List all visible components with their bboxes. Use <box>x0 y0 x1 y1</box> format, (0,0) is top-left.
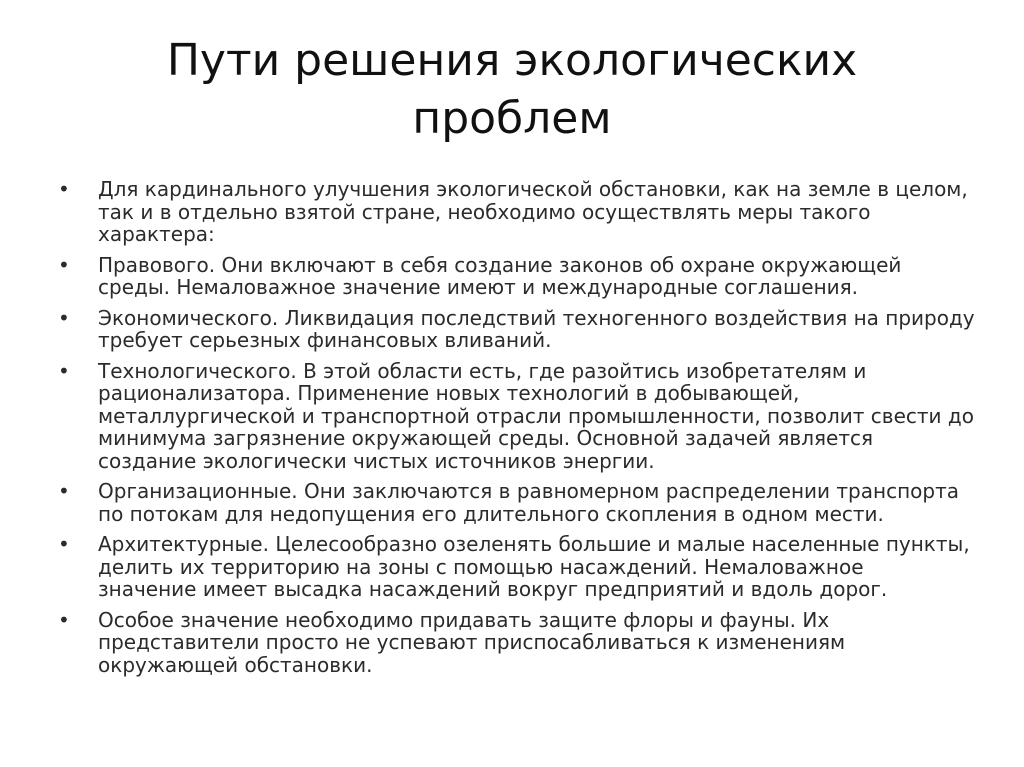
bullet-text-line: Архитектурные. Целесообразно озеленять большие и малые населенные пункты, <box>98 532 970 556</box>
slide-title-line-1: Пути решения экологических <box>166 35 858 86</box>
bullet-item <box>58 360 998 473</box>
bullet-marker: • <box>58 177 70 201</box>
bullet-marker: • <box>58 532 70 556</box>
slide-title <box>60 32 964 148</box>
bullet-marker: • <box>58 305 70 330</box>
bullet-item <box>58 609 998 677</box>
bullet-text-line: Для кардинального улучшения экологической обстановки, как на земле в целом, <box>98 177 968 201</box>
slide-title-line-2: проблем <box>412 93 612 144</box>
bullet-text-line: Особое значение необходимо придавать защите флоры и фауны. Их <box>98 607 830 632</box>
bullet-marker: • <box>58 607 70 632</box>
bullet-list <box>58 178 998 684</box>
bullet-item <box>58 533 998 601</box>
bullet-text-line: создание экологически чистых источников энергии. <box>98 448 655 473</box>
bullet-text-line: делить их территорию на зоны с помощью насаждений. Немаловажное <box>98 554 864 579</box>
bullet-text-line: среды. Немаловажное значение имеют и международные соглашения. <box>98 275 859 299</box>
bullet-text-line: минимума загрязнение окружающей среды. Основной задачей является <box>98 426 874 450</box>
bullet-text-line: Технологического. В этой области есть, где разойтись изобретателям и <box>98 358 867 383</box>
bullet-text-line: Экономического. Ликвидация последствий техногенного воздействия на природу <box>98 305 975 330</box>
bullet-item <box>58 254 998 299</box>
bullet-text-line: представители просто не успевают приспосабливаться к изменениям <box>98 630 846 654</box>
bullet-text-line: Правового. Они включают в себя создание законов об охране окружающей <box>98 252 902 277</box>
bullet-item <box>58 480 998 525</box>
bullet-text-line: характера: <box>98 222 215 246</box>
bullet-text-line: так и в отдельно взятой стране, необходимо осуществлять меры такого <box>98 199 871 224</box>
bullet-text-line: требует серьезных финансовых вливаний. <box>98 328 552 352</box>
bullet-text-line: металлургической и транспортной отрасли промышленности, позволит свести до <box>98 403 974 428</box>
bullet-marker: • <box>58 358 70 383</box>
bullet-text-line: по потокам для недопущения его длительного скопления в одном мести. <box>98 501 884 526</box>
bullet-text-line: окружающей обстановки. <box>98 652 373 677</box>
bullet-item <box>58 178 998 246</box>
bullet-text-line: рационализатора. Применение новых технологий в добывающей, <box>98 381 800 405</box>
bullet-marker: • <box>58 252 70 277</box>
bullet-text-line: значение имеет высадка насаждений вокруг предприятий и вдоль дорог. <box>98 577 888 601</box>
bullet-text-line: Организационные. Они заключаются в равномерном распределении транспорта <box>98 479 959 503</box>
bullet-item <box>58 307 998 352</box>
bullet-marker: • <box>58 479 70 503</box>
